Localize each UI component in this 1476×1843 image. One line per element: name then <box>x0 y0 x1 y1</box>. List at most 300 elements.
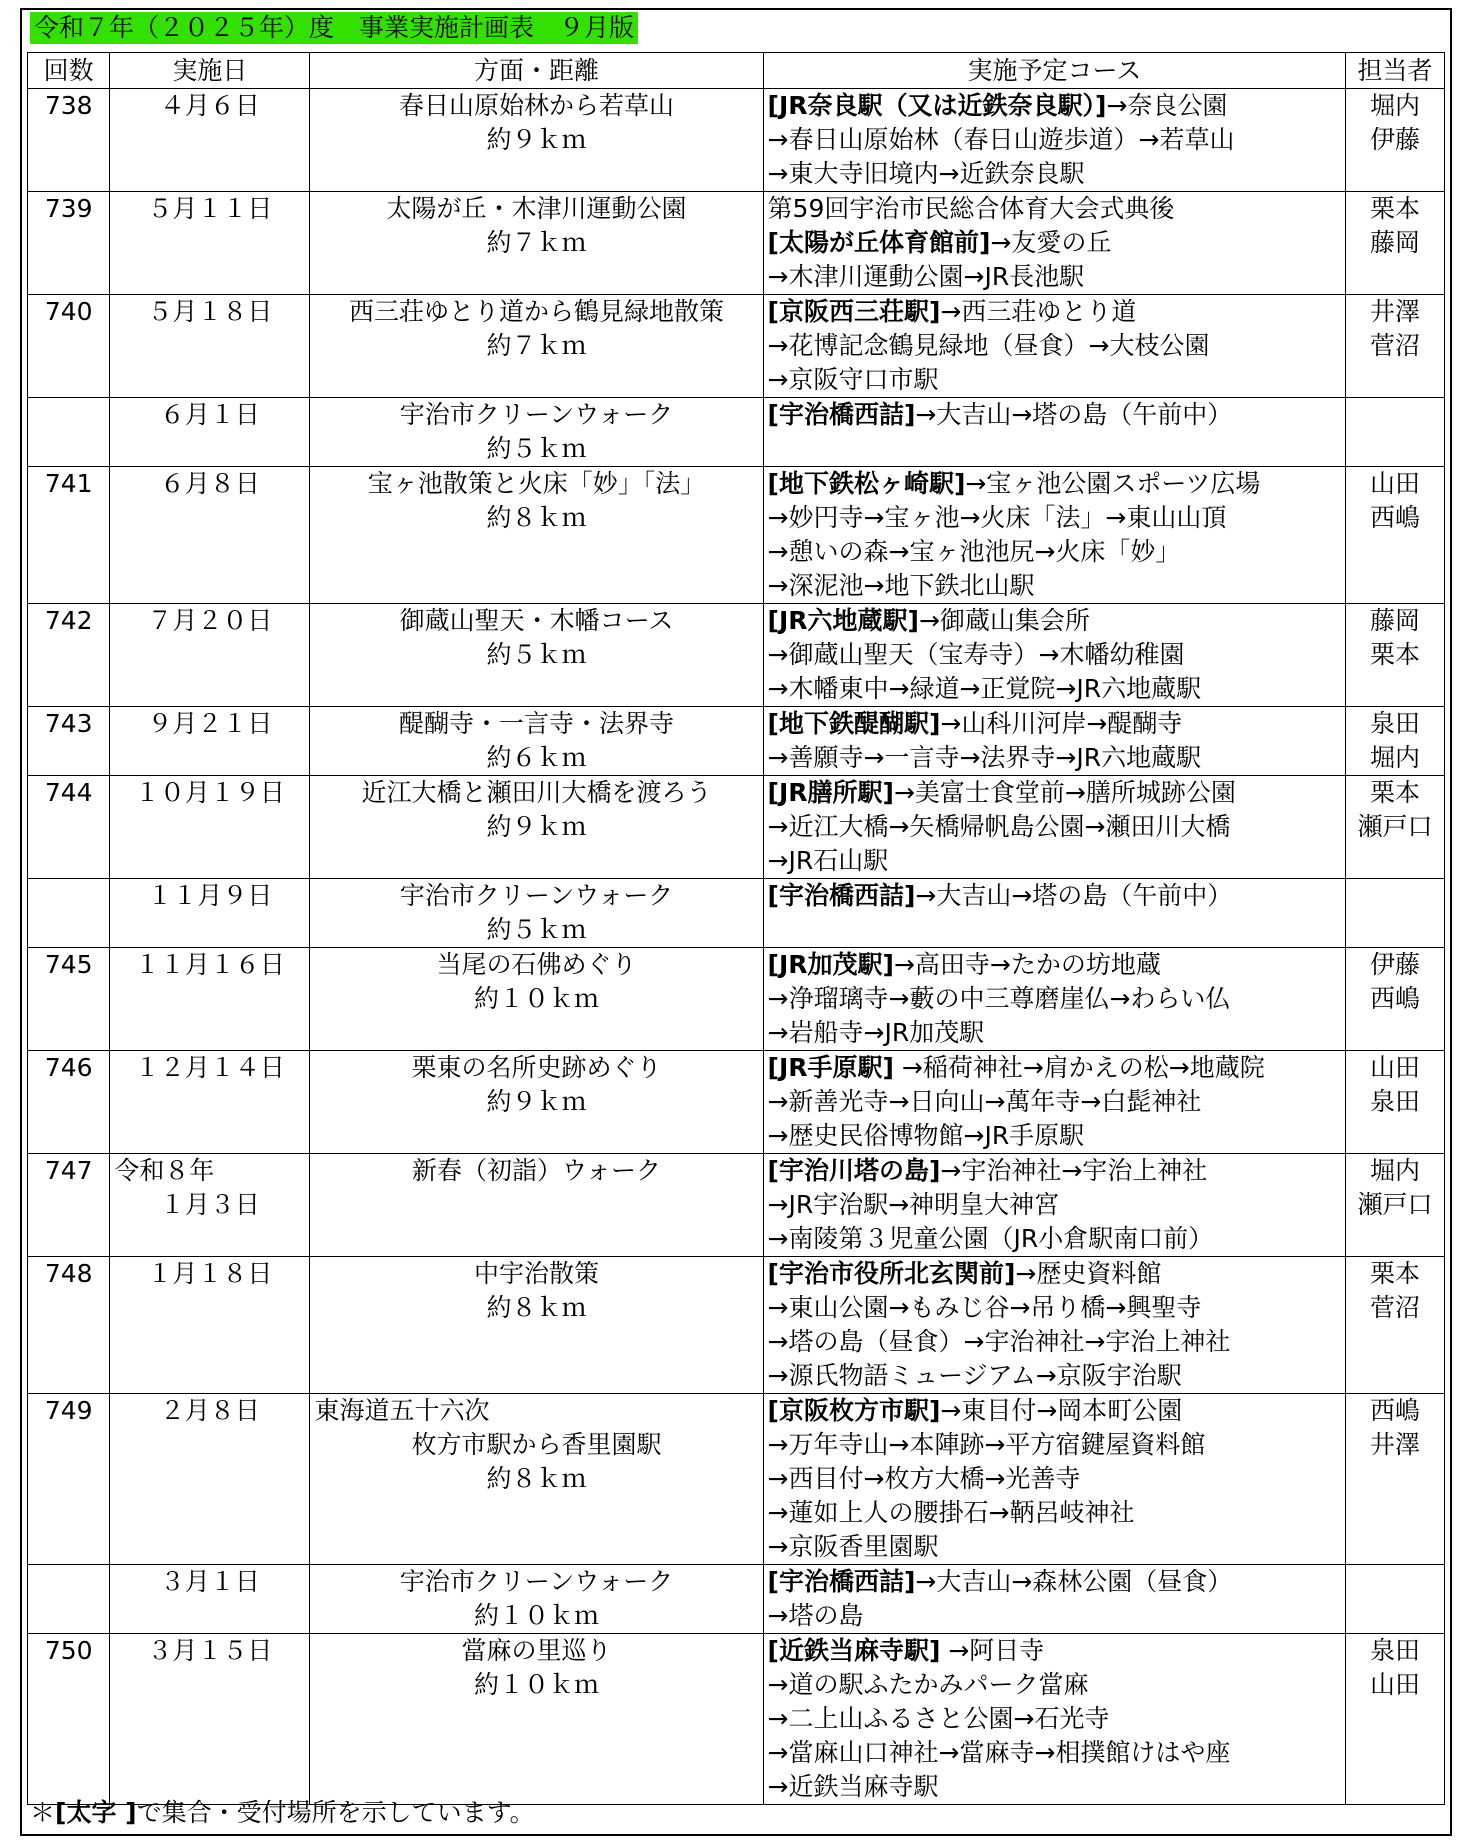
date-value: １１月９日 <box>147 881 273 910</box>
table-row <box>28 1257 1445 1394</box>
staff-cell <box>1346 1051 1445 1154</box>
count-value: 750 <box>44 1636 93 1665</box>
count-cell <box>28 1154 110 1257</box>
date-cell <box>110 1154 310 1257</box>
footnote-prefix: ＊ <box>30 1798 56 1827</box>
distance-value: 約８ｋｍ <box>486 1293 587 1322</box>
table-row <box>28 1051 1445 1154</box>
meeting-point: [京阪西三荘駅] <box>767 297 941 326</box>
count-cell <box>28 398 110 467</box>
direction-cell <box>310 89 763 192</box>
direction-cell <box>310 604 763 707</box>
course-line <box>768 1736 1342 1770</box>
course-cell <box>763 1634 1346 1805</box>
direction-name: 栗東の名所史跡めぐり <box>411 1053 662 1082</box>
course-line <box>768 89 1342 123</box>
course-line <box>768 192 1342 226</box>
course-segment: →東目付→岡本町公園 <box>940 1396 1183 1425</box>
course-line <box>768 707 1342 741</box>
course-line <box>768 569 1342 603</box>
course-segment: →二上山ふるさと公園→石光寺 <box>767 1704 1110 1733</box>
course-cell <box>763 776 1346 879</box>
direction-cell <box>310 948 763 1051</box>
date-value: ３月１５日 <box>147 1636 273 1665</box>
staff-name: 栗本 <box>1370 194 1421 223</box>
course-line <box>768 1599 1342 1633</box>
table-row <box>28 948 1445 1051</box>
date-cell <box>110 1051 310 1154</box>
direction-name: 宝ヶ池散策と火床「妙」「法」 <box>367 469 706 498</box>
distance-value: 約９ｋｍ <box>486 1087 587 1116</box>
count-value: 741 <box>44 469 93 498</box>
meeting-point: [宇治川塔の島] <box>767 1156 941 1185</box>
course-line <box>768 1462 1342 1496</box>
course-cell <box>763 89 1346 192</box>
meeting-point: [JR奈良駅（又は近鉄奈良駅）] <box>767 91 1107 120</box>
schedule-table <box>27 52 1445 1805</box>
staff-name: 菅沼 <box>1370 331 1421 360</box>
staff-name: 泉田 <box>1370 1636 1421 1665</box>
date-cell <box>110 1565 310 1634</box>
course-line <box>768 157 1342 191</box>
course-cell <box>763 192 1346 295</box>
count-value: 738 <box>44 91 93 120</box>
course-line <box>768 1770 1342 1804</box>
direction-cell <box>310 295 763 398</box>
course-line <box>768 1051 1342 1085</box>
meeting-point: [太陽が丘体育館前] <box>767 228 991 257</box>
course-segment: →西三荘ゆとり道 <box>940 297 1137 326</box>
distance-value: 約１０ｋｍ <box>473 1601 599 1630</box>
course-line <box>768 329 1342 363</box>
course-line <box>768 982 1342 1016</box>
date-value: ７月２０日 <box>147 606 273 635</box>
table-row <box>28 604 1445 707</box>
staff-cell <box>1346 1565 1445 1634</box>
date-cell <box>110 1257 310 1394</box>
direction-name: 宇治市クリーンウォーク <box>399 400 674 429</box>
distance-value: 約５ｋｍ <box>486 915 587 944</box>
staff-cell <box>1346 879 1445 948</box>
date-era: 令和８年 <box>114 1156 215 1185</box>
direction-cell <box>310 707 763 776</box>
course-segment: →万年寺山→本陣跡→平方宿鍵屋資料館 <box>767 1430 1206 1459</box>
course-segment: →大吉山→塔の島（午前中） <box>915 400 1233 429</box>
course-line <box>768 535 1342 569</box>
staff-name: 泉田 <box>1370 709 1421 738</box>
staff-cell <box>1346 1394 1445 1565</box>
staff-name: 伊藤 <box>1370 950 1421 979</box>
distance-value: 約８ｋｍ <box>486 1464 587 1493</box>
course-line <box>768 260 1342 294</box>
course-cell <box>763 295 1346 398</box>
direction-cell <box>310 879 763 948</box>
direction-cell <box>310 1257 763 1394</box>
course-line <box>768 879 1342 913</box>
direction-name: 新春（初詣）ウォーク <box>411 1156 661 1185</box>
distance-value: 約７ｋｍ <box>486 331 587 360</box>
date-value: １０月１９日 <box>134 778 285 807</box>
course-segment: →東山公園→もみじ谷→吊り橋→興聖寺 <box>767 1293 1202 1322</box>
direction-name: 春日山原始林から若草山 <box>398 91 674 120</box>
distance-value: 約８ｋｍ <box>486 503 587 532</box>
course-segment: →源氏物語ミュージアム→京阪宇治駅 <box>767 1361 1182 1390</box>
page-title: 令和７年（２０２５年）度 事業実施計画表 ９月版 <box>30 12 638 44</box>
direction-cell <box>310 192 763 295</box>
count-value: 744 <box>44 778 93 807</box>
staff-name: 山田 <box>1370 1670 1421 1699</box>
course-segment: →山科川河岸→醍醐寺 <box>940 709 1183 738</box>
staff-name: 堀内 <box>1370 91 1421 120</box>
date-cell <box>110 879 310 948</box>
footnote-text: で集合・受付場所を示しています。 <box>136 1798 535 1827</box>
table-header-row <box>28 53 1445 89</box>
course-segment: →高田寺→たかの坊地蔵 <box>893 950 1161 979</box>
count-cell <box>28 1565 110 1634</box>
course-line <box>768 1496 1342 1530</box>
count-cell <box>28 1394 110 1565</box>
course-segment: →京阪香里園駅 <box>767 1532 939 1561</box>
header-count: 回数 <box>28 53 110 89</box>
meeting-point: [近鉄当麻寺駅] <box>767 1636 941 1665</box>
course-line <box>768 1702 1342 1736</box>
date-value: ６月８日 <box>159 469 260 498</box>
course-cell <box>763 398 1346 467</box>
course-line <box>768 363 1342 397</box>
course-segment: →東大寺旧境内→近鉄奈良駅 <box>767 159 1085 188</box>
course-segment: →塔の島（昼食）→宇治神社→宇治上神社 <box>767 1327 1231 1356</box>
course-line <box>768 1085 1342 1119</box>
date-value: １２月１４日 <box>134 1053 285 1082</box>
course-segment: →塔の島 <box>767 1601 864 1630</box>
course-line <box>768 1634 1342 1668</box>
table-row <box>28 776 1445 879</box>
course-segment: →木津川運動公園→JR長池駅 <box>767 262 1085 291</box>
direction-name: 西三荘ゆとり道から鶴見緑地散策 <box>348 297 724 326</box>
direction-cell <box>310 1634 763 1805</box>
course-cell <box>763 1565 1346 1634</box>
course-segment: →當麻山口神社→當麻寺→相撲館けはや座 <box>767 1738 1231 1767</box>
count-value: 740 <box>44 297 93 326</box>
meeting-point: [宇治橋西詰] <box>767 881 916 910</box>
distance-value: 約５ｋｍ <box>486 434 587 463</box>
count-value: 743 <box>44 709 93 738</box>
header-staff: 担当者 <box>1346 53 1445 89</box>
staff-name: 栗本 <box>1370 640 1421 669</box>
count-cell <box>28 89 110 192</box>
course-segment: →歴史資料館 <box>1015 1259 1162 1288</box>
meeting-point: [JR六地蔵駅] <box>767 606 919 635</box>
direction-name: 中宇治散策 <box>473 1259 599 1288</box>
date-cell <box>110 948 310 1051</box>
direction-name: 東海道五十六次 <box>314 1396 490 1425</box>
count-cell <box>28 879 110 948</box>
meeting-point: [宇治橋西詰] <box>767 1567 916 1596</box>
distance-value: 約７ｋｍ <box>486 228 587 257</box>
table-row <box>28 1394 1445 1565</box>
staff-cell <box>1346 948 1445 1051</box>
count-cell <box>28 707 110 776</box>
date-cell <box>110 295 310 398</box>
staff-cell <box>1346 1257 1445 1394</box>
course-line <box>768 1428 1342 1462</box>
course-segment: →御蔵山聖天（宝寿寺）→木幡幼稚園 <box>767 640 1185 669</box>
table-row <box>28 89 1445 192</box>
date-cell <box>110 604 310 707</box>
staff-name: 泉田 <box>1370 1087 1421 1116</box>
date-value: ５月１１日 <box>147 194 273 223</box>
date-cell <box>110 707 310 776</box>
course-segment: →花博記念鶴見緑地（昼食）→大枝公園 <box>767 331 1210 360</box>
table-row <box>28 192 1445 295</box>
course-line <box>768 1016 1342 1050</box>
course-line <box>768 1394 1342 1428</box>
course-segment: →憩いの森→宝ヶ池池尻→火床「妙」 <box>767 537 1181 566</box>
date-value: １月１８日 <box>147 1259 273 1288</box>
count-value: 742 <box>44 606 93 635</box>
staff-name: 栗本 <box>1370 778 1421 807</box>
course-line <box>768 1565 1342 1599</box>
staff-name: 藤岡 <box>1370 228 1421 257</box>
staff-name: 西嶋 <box>1370 1396 1421 1425</box>
footnote-bold: [太字 ] <box>55 1798 137 1827</box>
count-cell <box>28 295 110 398</box>
staff-name: 栗本 <box>1370 1259 1421 1288</box>
course-segment: →春日山原始林（春日山遊歩道）→若草山 <box>767 125 1235 154</box>
direction-name: 當麻の里巡り <box>461 1636 612 1665</box>
table-row <box>28 398 1445 467</box>
course-line <box>768 467 1342 501</box>
table-row <box>28 1154 1445 1257</box>
direction-cell <box>310 398 763 467</box>
date-value: ４月６日 <box>159 91 260 120</box>
staff-name: 藤岡 <box>1370 606 1421 635</box>
count-cell <box>28 1257 110 1394</box>
course-segment: →美富士食堂前→膳所城跡公園 <box>893 778 1236 807</box>
count-value: 746 <box>44 1053 93 1082</box>
count-value: 749 <box>44 1396 93 1425</box>
staff-cell <box>1346 295 1445 398</box>
course-segment: →南陵第３児童公園（JR小倉駅南口前） <box>767 1224 1214 1253</box>
direction-cell <box>310 776 763 879</box>
course-segment: →木幡東中→緑道→正覚院→JR六地蔵駅 <box>767 674 1202 703</box>
course-cell <box>763 1257 1346 1394</box>
course-segment: →蓮如上人の腰掛石→鞆呂岐神社 <box>767 1498 1135 1527</box>
count-cell <box>28 604 110 707</box>
staff-cell <box>1346 398 1445 467</box>
meeting-point: [JR加茂駅] <box>767 950 894 979</box>
meeting-point: [地下鉄松ヶ崎駅] <box>767 469 966 498</box>
staff-name: 山田 <box>1370 1053 1421 1082</box>
staff-name: 山田 <box>1370 469 1421 498</box>
course-cell <box>763 1154 1346 1257</box>
table-row <box>28 1565 1445 1634</box>
course-line <box>768 1188 1342 1222</box>
course-line <box>768 844 1342 878</box>
direction-cell <box>310 1051 763 1154</box>
course-segment: →歴史民俗博物館→JR手原駅 <box>767 1121 1085 1150</box>
course-segment: →岩船寺→JR加茂駅 <box>767 1018 985 1047</box>
course-line <box>768 226 1342 260</box>
course-line <box>768 948 1342 982</box>
date-value: ６月１日 <box>159 400 260 429</box>
count-value: 748 <box>44 1259 93 1288</box>
direction-name: 近江大橋と瀬田川大橋を渡ろう <box>361 778 712 807</box>
date-value: ５月１８日 <box>147 297 273 326</box>
date-cell <box>110 1394 310 1565</box>
course-line <box>768 810 1342 844</box>
course-segment: →道の駅ふたかみパーク當麻 <box>767 1670 1089 1699</box>
course-line <box>768 1530 1342 1564</box>
direction-cell <box>310 467 763 604</box>
footnote <box>30 1796 535 1830</box>
staff-cell <box>1346 707 1445 776</box>
course-line <box>768 1291 1342 1325</box>
course-cell <box>763 1051 1346 1154</box>
count-cell <box>28 1634 110 1805</box>
course-line <box>768 398 1342 432</box>
course-segment: →奈良公園 <box>1106 91 1228 120</box>
direction-name: 当尾の石佛めぐり <box>436 950 637 979</box>
table-row <box>28 1634 1445 1805</box>
date-value: １１月１６日 <box>134 950 285 979</box>
course-segment: →近鉄当麻寺駅 <box>767 1772 939 1801</box>
course-cell <box>763 467 1346 604</box>
course-line <box>768 776 1342 810</box>
staff-cell <box>1346 1154 1445 1257</box>
date-value: １月３日 <box>159 1190 260 1219</box>
distance-value: 約９ｋｍ <box>486 812 587 841</box>
date-value: ３月１日 <box>159 1567 260 1596</box>
distance-value: 約５ｋｍ <box>486 640 587 669</box>
staff-cell <box>1346 192 1445 295</box>
header-direction: 方面・距離 <box>310 53 763 89</box>
distance-value: 約１０ｋｍ <box>473 1670 599 1699</box>
staff-name: 堀内 <box>1370 1156 1421 1185</box>
meeting-point: [宇治市役所北玄関前] <box>767 1259 1016 1288</box>
table-body <box>28 89 1445 1805</box>
header-date: 実施日 <box>110 53 310 89</box>
table-row <box>28 879 1445 948</box>
course-segment: →稲荷神社→肩かえの松→地蔵院 <box>893 1053 1265 1082</box>
direction-cell <box>310 1565 763 1634</box>
staff-name: 瀬戸口 <box>1357 1190 1433 1219</box>
course-line <box>768 1222 1342 1256</box>
direction-name: 宇治市クリーンウォーク <box>399 881 674 910</box>
direction-name: 醍醐寺・一言寺・法界寺 <box>398 709 674 738</box>
course-line <box>768 501 1342 535</box>
count-cell <box>28 192 110 295</box>
count-cell <box>28 776 110 879</box>
course-segment: →友愛の丘 <box>990 228 1112 257</box>
staff-name: 井澤 <box>1370 297 1421 326</box>
course-line <box>768 295 1342 329</box>
distance-value: 約１０ｋｍ <box>473 984 599 1013</box>
staff-name: 西嶋 <box>1370 503 1421 532</box>
staff-name: 井澤 <box>1370 1430 1421 1459</box>
count-cell <box>28 467 110 604</box>
staff-cell <box>1346 604 1445 707</box>
course-segment: →新善光寺→日向山→萬年寺→白髭神社 <box>767 1087 1202 1116</box>
date-cell <box>110 398 310 467</box>
course-segment: →京阪守口市駅 <box>767 365 939 394</box>
course-segment: →西目付→枚方大橋→光善寺 <box>767 1464 1081 1493</box>
course-line <box>768 1668 1342 1702</box>
count-cell <box>28 1051 110 1154</box>
staff-name: 瀬戸口 <box>1357 812 1433 841</box>
course-line <box>768 123 1342 157</box>
distance-value: 約９ｋｍ <box>486 125 587 154</box>
meeting-point: [JR手原駅] <box>767 1053 894 1082</box>
course-segment: →JR宇治駅→神明皇大神宮 <box>767 1190 1060 1219</box>
count-value: 745 <box>44 950 93 979</box>
course-line <box>768 638 1342 672</box>
staff-cell <box>1346 1634 1445 1805</box>
course-segment: →大吉山→塔の島（午前中） <box>915 881 1233 910</box>
course-cell <box>763 879 1346 948</box>
course-segment: →宇治神社→宇治上神社 <box>940 1156 1208 1185</box>
course-line <box>768 1154 1342 1188</box>
staff-cell <box>1346 467 1445 604</box>
meeting-point: [宇治橋西詰] <box>767 400 916 429</box>
staff-name: 堀内 <box>1370 743 1421 772</box>
distance-value: 約６ｋｍ <box>486 743 587 772</box>
meeting-point: [地下鉄醍醐駅] <box>767 709 941 738</box>
course-segment: →近江大橋→矢橋帰帆島公園→瀬田川大橋 <box>767 812 1231 841</box>
course-segment: →深泥池→地下鉄北山駅 <box>767 571 1035 600</box>
course-segment: →大吉山→森林公園（昼食） <box>915 1567 1233 1596</box>
course-line <box>768 1257 1342 1291</box>
course-segment: 第59回宇治市民総合体育大会式典後 <box>767 194 1175 223</box>
table-row <box>28 295 1445 398</box>
course-segment: →御蔵山集会所 <box>918 606 1090 635</box>
course-segment: →妙円寺→宝ヶ池→火床「法」→東山山頂 <box>767 503 1227 532</box>
meeting-point: [JR膳所駅] <box>767 778 894 807</box>
direction-cell <box>310 1394 763 1565</box>
course-segment: →浄瑠璃寺→藪の中三尊磨崖仏→わらい仏 <box>767 984 1231 1013</box>
staff-name: 伊藤 <box>1370 125 1421 154</box>
course-cell <box>763 1394 1346 1565</box>
date-cell <box>110 89 310 192</box>
staff-cell <box>1346 89 1445 192</box>
staff-name: 菅沼 <box>1370 1293 1421 1322</box>
course-line <box>768 1119 1342 1153</box>
header-course: 実施予定コース <box>763 53 1346 89</box>
date-cell <box>110 1634 310 1805</box>
course-segment: →JR石山駅 <box>767 846 889 875</box>
course-cell <box>763 948 1346 1051</box>
course-line <box>768 672 1342 706</box>
course-segment: →阿日寺 <box>940 1636 1045 1665</box>
course-line <box>768 1325 1342 1359</box>
course-line <box>768 604 1342 638</box>
date-cell <box>110 776 310 879</box>
course-line <box>768 1359 1342 1393</box>
course-line <box>768 741 1342 775</box>
date-value: ９月２１日 <box>147 709 273 738</box>
staff-cell <box>1346 776 1445 879</box>
direction-name: 枚方市駅から香里園駅 <box>411 1430 662 1459</box>
direction-cell <box>310 1154 763 1257</box>
count-value: 739 <box>44 194 93 223</box>
staff-name: 西嶋 <box>1370 984 1421 1013</box>
date-cell <box>110 467 310 604</box>
meeting-point: [京阪枚方市駅] <box>767 1396 941 1425</box>
course-cell <box>763 707 1346 776</box>
course-segment: →宝ヶ池公園スポーツ広場 <box>965 469 1261 498</box>
course-segment: →善願寺→一言寺→法界寺→JR六地蔵駅 <box>767 743 1202 772</box>
direction-name: 御蔵山聖天・木幡コース <box>399 606 674 635</box>
